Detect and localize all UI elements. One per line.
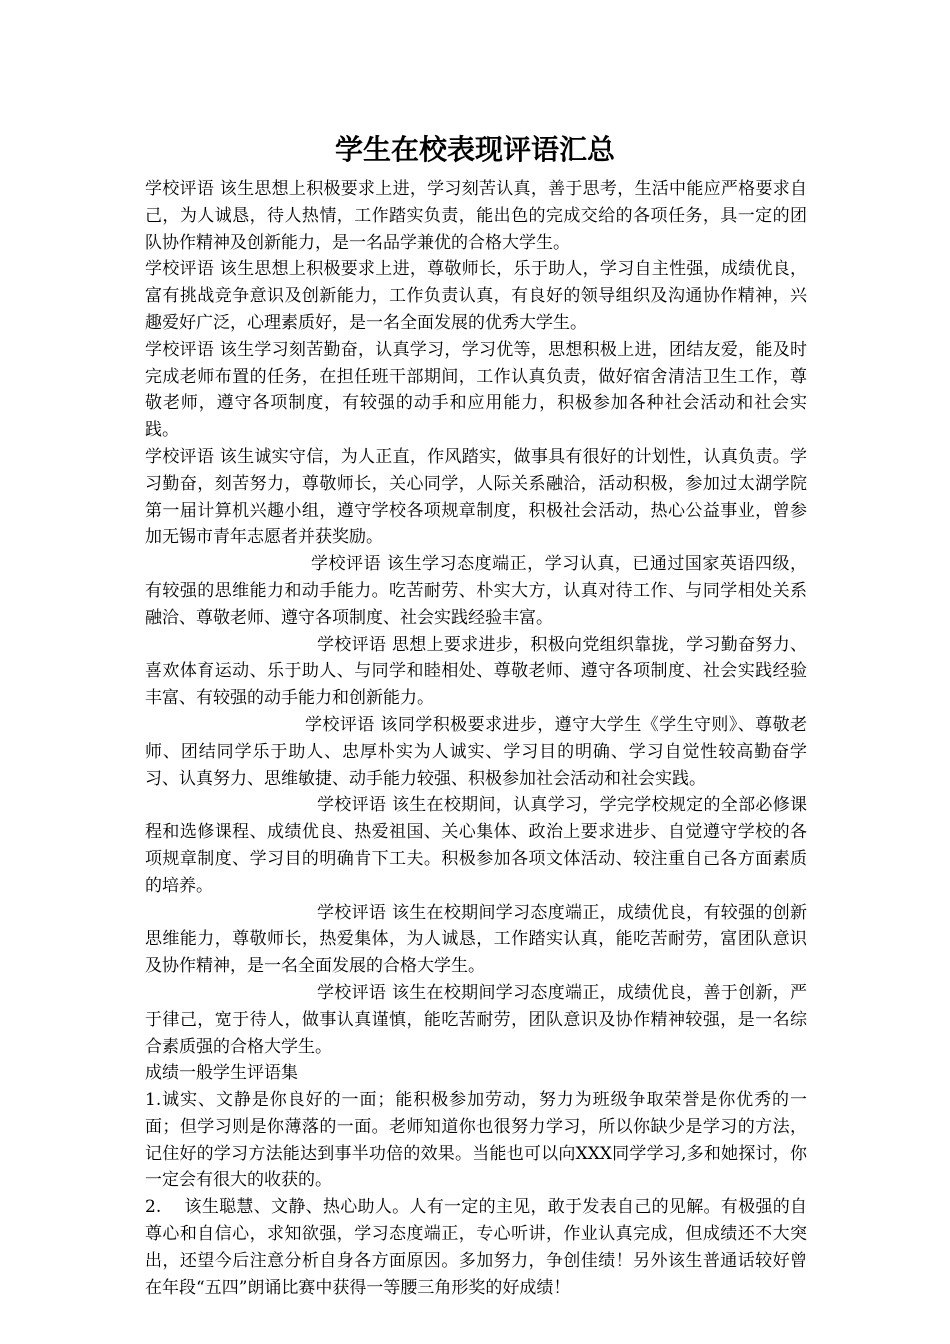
document-title: 学生在校表现评语汇总	[334, 133, 615, 166]
paragraph-10: 学校评语 该生在校期间学习态度端正，成绩优良，善于创新，严于律己，宽于待人，做事认真谨慎，能吃苦耐劳，团队意识及协作精神较强，是一名综合素质强的合格大学生。	[145, 982, 807, 1057]
paragraph-7: 学校评语 该同学积极要求进步，遵守大学生《学生守则》、尊敬老师、团结同学乐于助人、忠厚朴实为人诚实、学习目的明确、学习自觉性较高勤奋学习、认真努力、思维敏捷、动手能力较强、积极参加社会活动和社会实践。	[145, 714, 807, 789]
paragraph-5: 学校评语 该生学习态度端正，学习认真，已通过国家英语四级，有较强的思维能力和动手能力。吃苦耐劳、朴实大方，认真对待工作、与同学相处关系融洽、尊敬老师、遵守各项制度、社会实践经验丰富。	[145, 554, 807, 628]
paragraph-8: 学校评语 该生在校期间，认真学习，学完学校规定的全部必修课程和选修课程、成绩优良、热爱祖国、关心集体、政治上要求进步、自觉遵守学校的各项规章制度、学习目的明确肯下工夫。积极参加各项文体活动、较注重自己各方面素质的培养。	[145, 795, 807, 896]
section-heading: 成绩一般学生评语集	[145, 1063, 298, 1084]
document-body	[145, 176, 807, 1301]
list-item-2: 2. 该生聪慧、文静、热心助人。人有一定的主见，敢于发表自己的见解。有极强的自尊心和自信心，求知欲强，学习态度端正，专心听讲，作业认真完成，但成绩还不大突出，还望今后注意分析自身各方面原因。多加努力，争创佳绩！另外该生普通话较好曾在年段“五四”朗诵比赛中获得一等腰三角形奖的好成绩！	[145, 1197, 807, 1298]
paragraph-6: 学校评语 思想上要求进步，积极向党组织靠拢，学习勤奋努力、喜欢体育运动、乐于助人、与同学和睦相处、尊敬老师、遵守各项制度、社会实践经验丰富、有较强的动手能力和创新能力。	[145, 634, 807, 709]
paragraph-9: 学校评语 该生在校期间学习态度端正，成绩优良，有较强的创新思维能力，尊敬师长，热爱集体，为人诚恳，工作踏实认真，能吃苦耐劳，富团队意识及协作精神，是一名全面发展的合格大学生。	[145, 902, 807, 977]
paragraph-2: 学校评语 该生思想上积极要求上进，尊敬师长，乐于助人，学习自主性强，成绩优良，富有挑战竞争意识及创新能力，工作负责认真，有良好的领导组织及沟通协作精神，兴趣爱好广泛，心理素质好，是一名全面发展的优秀大学生。	[145, 259, 807, 333]
paragraph-1: 学校评语 该生思想上积极要求上进，学习刻苦认真，善于思考，生活中能应严格要求自己，为人诚恳，待人热情，工作踏实负责，能出色的完成交给的各项任务，具一定的团队协作精神及创新能力，是一名品学兼优的合格大学生。	[145, 179, 807, 253]
paragraph-4: 学校评语 该生诚实守信，为人正直，作风踏实，做事具有很好的计划性，认真负责。学习勤奋，刻苦努力，尊敬师长，关心同学，人际关系融洽，活动积极，参加过太湖学院第一届计算机兴趣小组，遵守学校各项规章制度，积极社会活动，热心公益事业，曾参加无锡市青年志愿者并获奖励。	[145, 446, 807, 548]
list-item-1: 1.诚实、文静是你良好的一面；能积极参加劳动，努力为班级争取荣誉是你优秀的一面；但学习则是你薄落的一面。老师知道你也很努力学习，所以你缺少是学习的方法，记住好的学习方法能达到事半功倍的效果。当能也可以向XXX同学学习,多和她探讨，你一定会有很大的收获的。	[145, 1090, 807, 1191]
paragraph-3: 学校评语 该生学习刻苦勤奋，认真学习，学习优等，思想积极上进，团结友爱，能及时完成老师布置的任务，在担任班干部期间，工作认真负责，做好宿舍清洁卫生工作，尊敬老师，遵守各项制度，有较强的动手和应用能力，积极参加各种社会活动和社会实践。	[145, 339, 807, 441]
